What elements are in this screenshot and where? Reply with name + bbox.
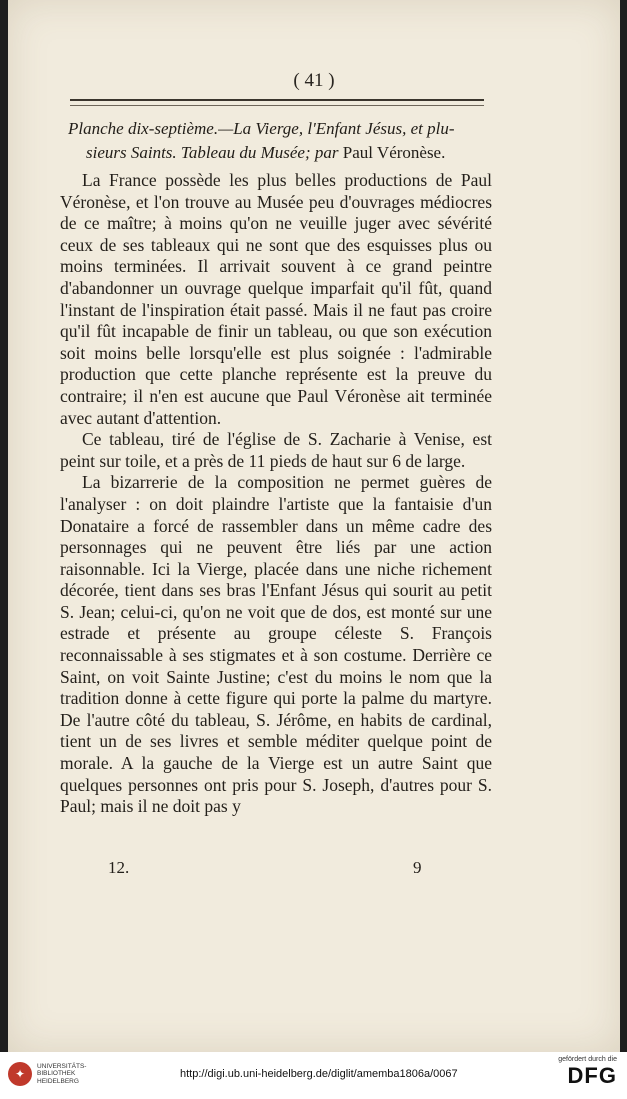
dfg-logo[interactable] (558, 1056, 617, 1089)
heading-line-2-italic: sieurs Saints. Tableau du Musée; par (86, 143, 339, 162)
paragraph-3: La bizarrerie de la composition ne permet guères de l'analyser : on doit plaindre l'artiste que la fantaisie d'un Donataire a forcé de rassembler dans un même cadre des personnages qui ne peuvent être liés par une action raisonnable. Ici la Vierge, placée dans une niche richement décorée, tient dans ses bras l'Enfant Jésus qui sourit au petit S. Jean; celui-ci, qu'on ne voit que de dos, est monté sur une estrade et présente au groupe céleste S. François reconnaissable à ses stigmates et à son costume. Derrière ce Saint, on voit Sainte Justine; c'est du moins le nom que la tradition donne à cette figure qui porte la palme du martyre. De l'autre côté du tableau, S. Jérôme, en habits de cardinal, tient un de ses livres et semble méditer quelque point de morale. A la gauche de la Vierge est un autre Saint que quelques personnes ont pris pour S. Joseph, d'autres pour S. Paul; mais il ne doit pas y (60, 472, 492, 817)
library-name (37, 1063, 86, 1086)
page-number: ( 41 ) (293, 70, 335, 91)
paragraph-1: La France possède les plus belles productions de Paul Véronèse, et l'on trouve au Musée peu d'ouvrages médiocres de ce maître; à moins qu'on ne veuille juger avec sévérité ceux de ses tableaux qui ne sont que des esquisses plus ou moins terminées. Il arrivait souvent à ce grand peintre d'abandonner un ouvrage quelque imparfait qu'il fût, quand l'instant de l'inspiration était passé. Mais il ne faut pas croire qu'il fût incapable de finir un tableau, ou que son exécution soit moins belle lorsqu'elle est plus soignée : l'admirable production que cette planche représente est la preuve du contraire; il n'en est aucune que Paul Véronèse ait terminée avec autant d'attention. (60, 170, 492, 428)
viewer-footer-bar (0, 1052, 627, 1099)
library-logo[interactable] (8, 1062, 86, 1086)
header-rule (70, 99, 484, 101)
paragraph-2: Ce tableau, tiré de l'église de S. Zacharie à Venise, est peint sur toile, et a près de 11 pieds de haut sur 6 de large. (60, 429, 492, 471)
plate-heading (68, 117, 488, 165)
library-line-3: HEIDELBERG (37, 1077, 79, 1085)
heading-line-2 (68, 141, 488, 165)
library-line-1: UNIVERSITÄTS- (37, 1062, 87, 1070)
folio-number: 9 (413, 858, 422, 877)
page-footer (8, 858, 620, 880)
funder-logo-text: DFG (567, 1063, 617, 1088)
university-seal-icon: ✦ (8, 1062, 32, 1086)
heading-line-1-text: Planche dix-septième.—La Vierge, l'Enfant Jésus, et plu- (68, 119, 455, 138)
library-line-2: BIBLIOTHEK (37, 1070, 76, 1078)
body-text (60, 170, 492, 818)
funder-caption: gefördert durch die (558, 1056, 617, 1063)
heading-line-1 (68, 117, 488, 141)
permalink-url[interactable]: http://digi.ub.uni-heidelberg.de/diglit/amemba1806a/0067 (180, 1068, 458, 1080)
header-rule-thin (70, 105, 484, 106)
scanned-page (8, 0, 620, 1052)
heading-line-2-roman: Paul Véronèse. (338, 143, 446, 162)
signature-mark: 12. (108, 858, 130, 877)
